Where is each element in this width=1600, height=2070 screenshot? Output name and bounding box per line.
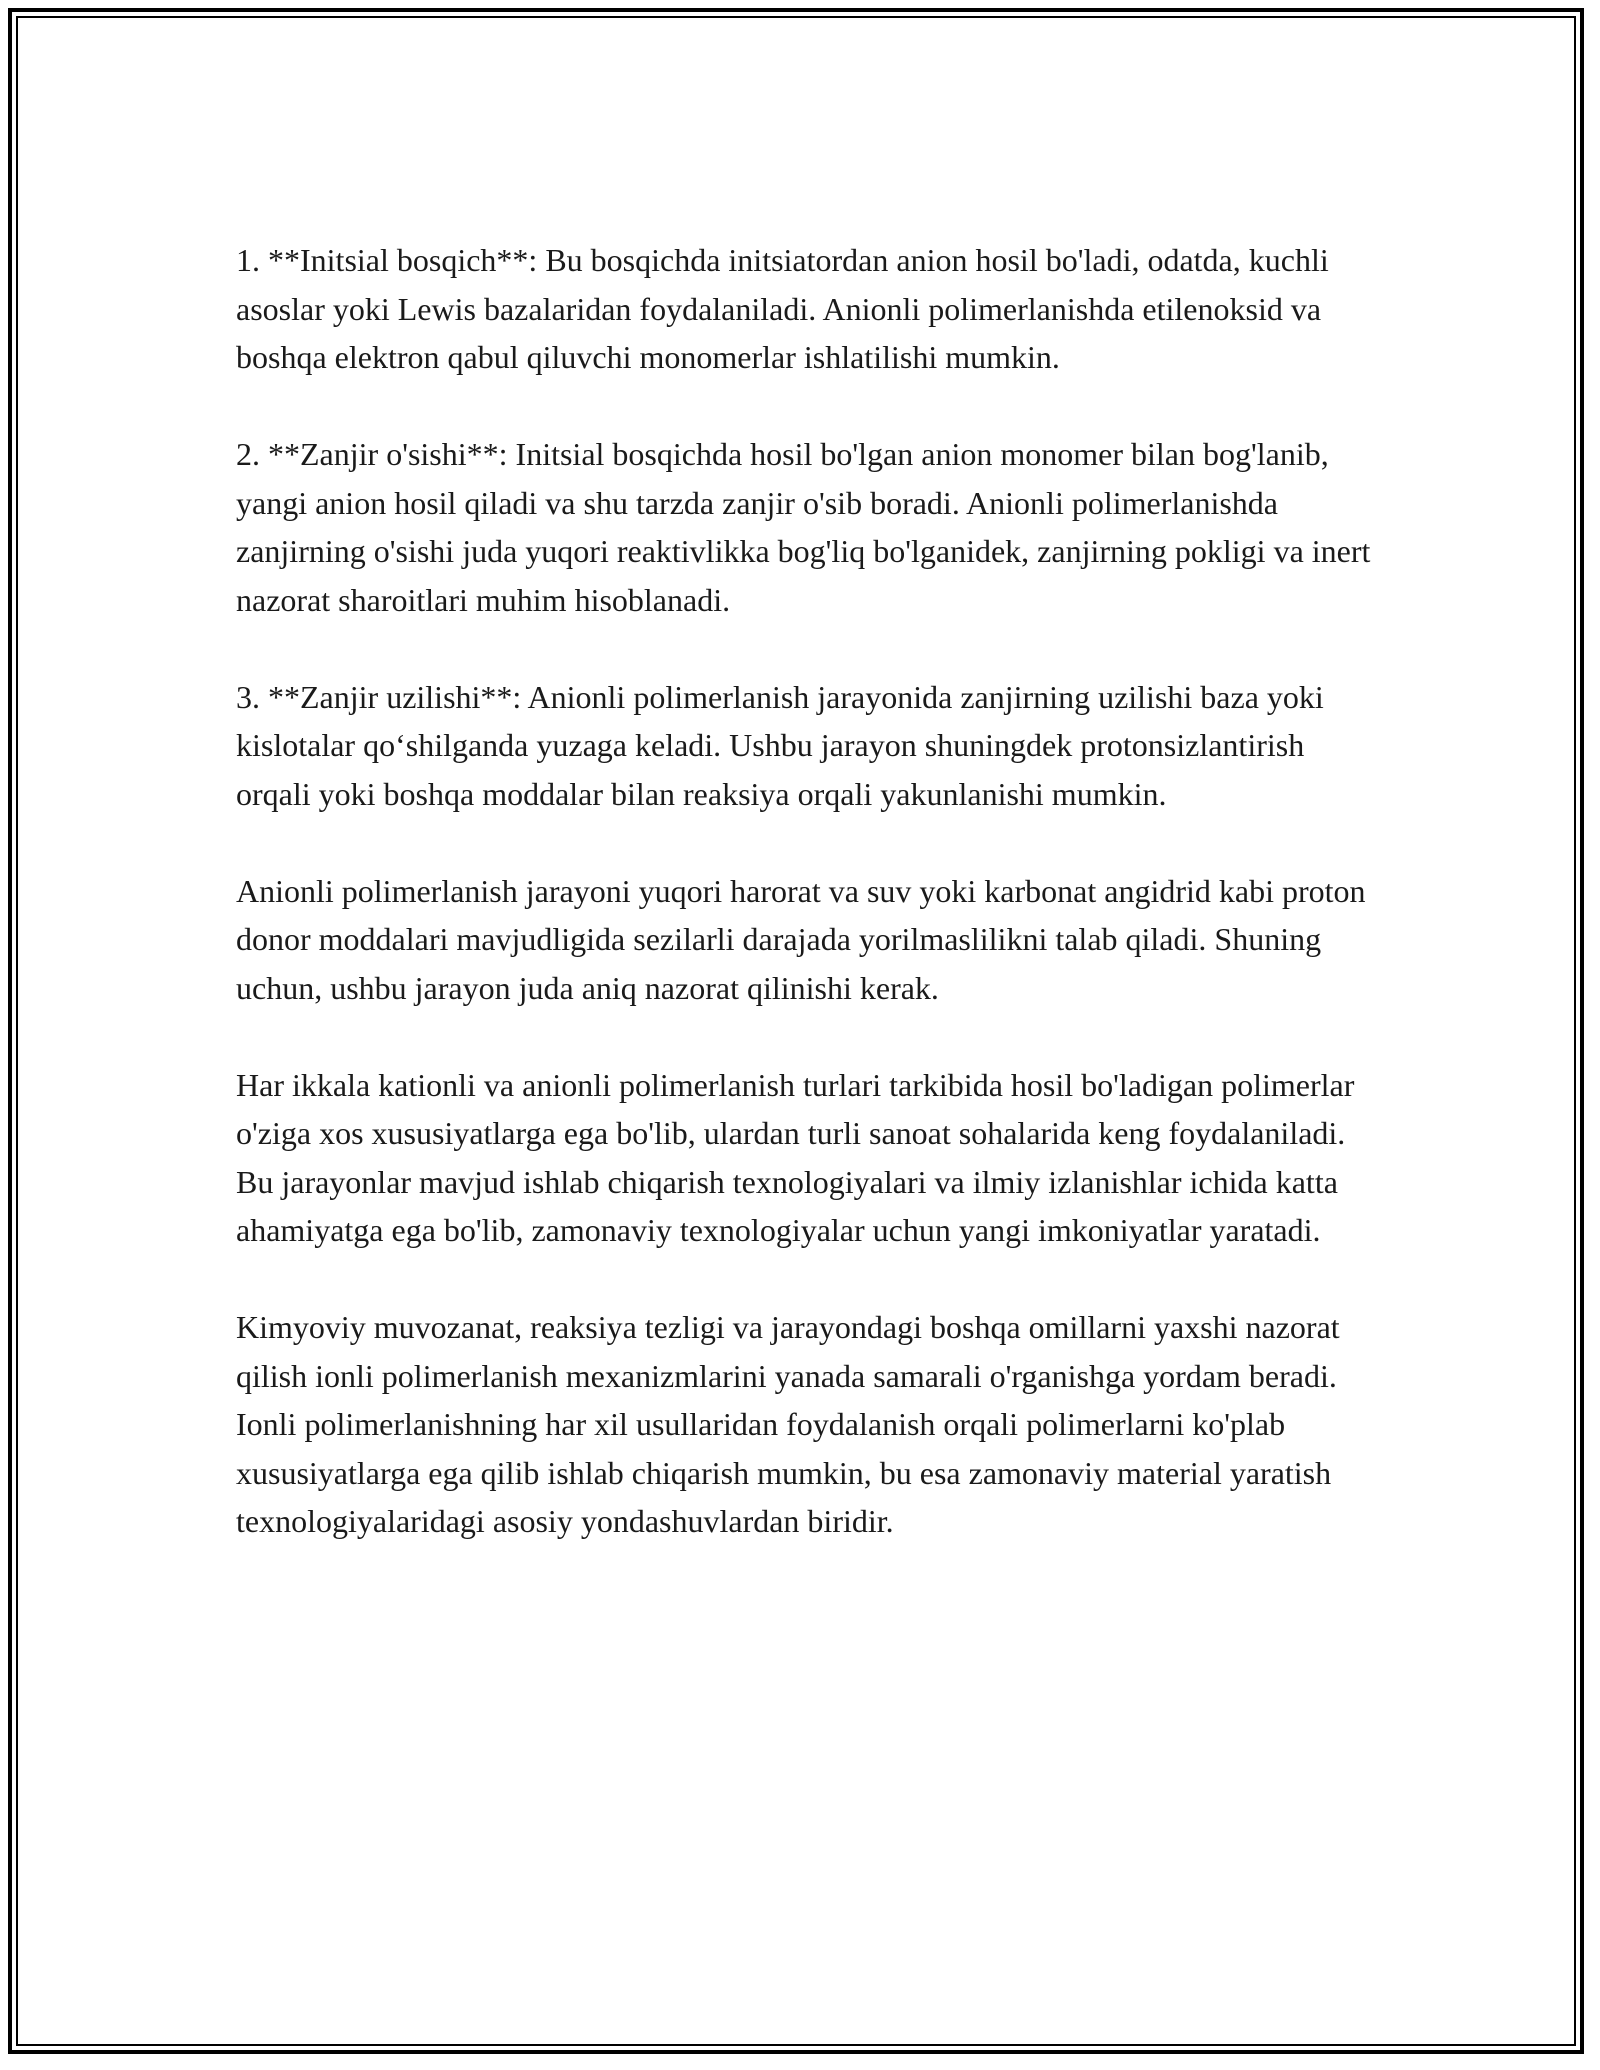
paragraph-anionli-jarayon: Anionli polimerlanish jarayoni yuqori harorat va suv yoki karbonat angidrid kabi proton donor moddalari mavjudligida sezilarli darajada yorilmaslilikni talab qiladi. Shuning uchun, ushbu jarayon juda aniq nazorat qilinishi kerak. [236, 872, 1366, 1006]
paragraph-initsial-bosqich: 1. **Initsial bosqich**: Bu bosqichda initsiatordan anion hosil bo'ladi, odatda, kuchli asoslar yoki Lewis bazalaridan foydalaniladi. Anionli polimerlanishda etilenoksid va boshqa elektron qabul qiluvchi monomerlar ishlatilishi mumkin. [236, 242, 1329, 375]
paragraph-zanjir-uzilishi: 3. **Zanjir uzilishi**: Anionli polimerlanish jarayonida zanjirning uzilishi baza yoki kislotalar qo‘shilganda yuzaga keladi. Ushbu jarayon shuningdek protonsizlantirish orqali yoki boshqa moddalar bilan reaksiya orqali yakunlanishi mumkin. [236, 678, 1324, 812]
paragraph-kimyoviy-muvozanat: Kimyoviy muvozanat, reaksiya tezligi va jarayondagi boshqa omillarni yaxshi nazorat qilish ionli polimerlanish mexanizmlarini yanada samarali o'rganishga yordam beradi. Ionli polimerlanishning har xil usullaridan foydalanish orqali polimerlarni ko'plab xususiyatlarga ega qilib ishlab chiqarish mumkin, bu esa zamonaviy material yaratish texnologiyalaridagi asosiy yondashuvlardan biridir. [236, 1309, 1340, 1539]
document-body [236, 236, 1376, 1594]
paragraph-zanjir-osishi: 2. **Zanjir o'sishi**: Initsial bosqichda hosil bo'lgan anion monomer bilan bog'lanib, yangi anion hosil qiladi va shu tarzda zanjir o'sib boradi. Anionli polimerlanishda zanjirning o'sishi juda yuqori reaktivlikka bog'liq bo'lganidek, zanjirning pokligi va inert nazorat sharoitlari muhim hisoblanadi. [236, 436, 1371, 618]
paragraph-har-ikkala-tur: Har ikkala kationli va anionli polimerlanish turlari tarkibida hosil bo'ladigan polimerlar o'ziga xos xususiyatlarga ega bo'lib, ulardan turli sanoat sohalarida keng foydalaniladi. Bu jarayonlar mavjud ishlab chiqarish texnologiyalari va ilmiy izlanishlar ichida katta ahamiyatga ega bo'lib, zamonaviy texnologiyalar uchun yangi imkoniyatlar yaratadi. [236, 1066, 1355, 1248]
